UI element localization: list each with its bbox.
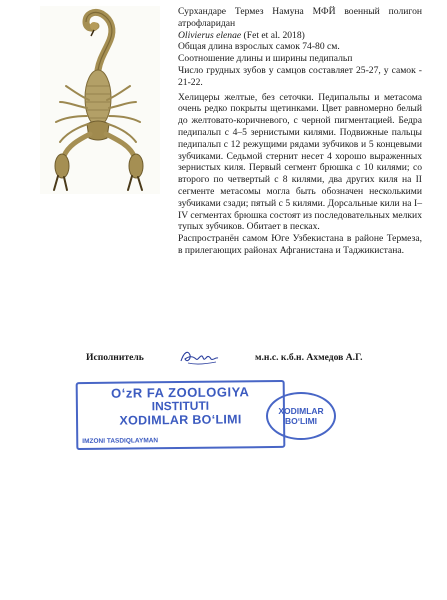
ratio-text: Соотношение длины и ширины педипальп	[178, 53, 353, 65]
species-description	[178, 6, 422, 257]
institute-stamp	[70, 378, 324, 450]
stamp-oval	[266, 392, 336, 440]
stamp-line-2: INSTITUTI	[151, 398, 210, 414]
morphology-text: Хелицеры желтые, без сеточки. Педипальпы и метасома очень редко покрыты щетинками. Цвет равномерно белый до желтовато-коричневого, с черной пигментацией. Бедра педипальп с 4–5 зернистыми килями. Подвижные пальцы педипальп с 12 режущими рядами зубчиков и 5 концевыми зубчиками. Седьмой стернит несет 4 хорошо выраженных зернистых киля. Первый сегмент брюшка с 10 килями; со второго по четвертый с 8 килями, два других киля на II сегменте метасомы могла быть обозначен несколькими зубчиками сзади; пятый с 5 килями. Дорсальные кили на I–IV сегментах брюшка состоят из последовательных мелких тупых зубчиков. Обитает в песках.	[178, 91, 422, 233]
handwritten-signature	[178, 346, 222, 368]
stamp-oval-line-1: XODIMLAR	[278, 406, 324, 416]
species-author: (Fet et al. 2018)	[243, 29, 305, 41]
stamp-oval-line-2: BO‘LIMI	[284, 416, 318, 426]
signature-row	[0, 350, 447, 368]
distribution-text: Распространён самом Юге Узбекистана в районе Термеза, в прилегающих районах Афганистана и Таджикистана.	[178, 233, 422, 256]
stamp-line-1: O‘zR FA ZOOLOGIYA	[111, 384, 250, 401]
stamp-line-4: IMZONI TASDIQLAYMAN	[82, 437, 159, 446]
executor-label: Исполнитель	[86, 352, 144, 363]
species-name-line	[178, 30, 422, 42]
executor-name: м.н.с. к.б.н. Ахмедов А.Г.	[255, 352, 363, 363]
scorpion-photo	[40, 6, 160, 194]
teeth-text: Число грудных зубов у самцов составляет 25-27, у самок - 21-22.	[178, 64, 422, 88]
stamp-line-3: XODIMLAR BO‘LIMI	[119, 412, 242, 428]
scientific-name: Olivierus elenae	[178, 29, 242, 41]
locality-title: Сурхандаре Термез Намуна МФЙ военный полигон атрофларидан	[178, 6, 422, 29]
stamp-rectangle	[76, 380, 286, 450]
length-text: Общая длина взрослых самок 74-80 см.	[178, 41, 340, 53]
